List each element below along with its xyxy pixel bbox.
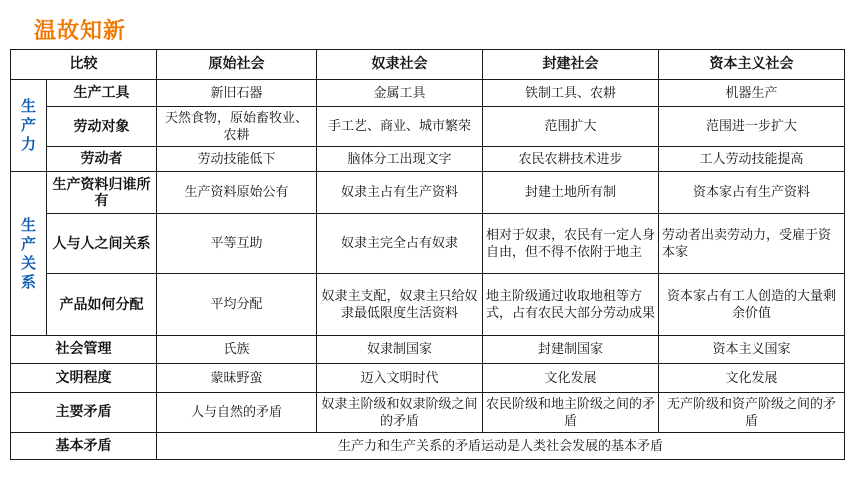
table-row <box>11 364 845 393</box>
table-cell: 范围进一步扩大 <box>659 107 845 147</box>
row-label-social-management: 社会管理 <box>11 336 157 364</box>
basic-contradiction-text: 生产力和生产关系的矛盾运动是人类社会发展的基本矛盾 <box>157 433 845 460</box>
table-row <box>11 80 845 107</box>
header-compare: 比较 <box>11 50 157 80</box>
row-label-basic-contradiction: 基本矛盾 <box>11 433 157 460</box>
table-cell: 奴隶主支配，奴隶主只给奴隶最低限度生活资料 <box>317 274 483 336</box>
table-cell: 机器生产 <box>659 80 845 107</box>
table-row <box>11 336 845 364</box>
header-row <box>11 50 845 80</box>
table-cell: 迈入文明时代 <box>317 364 483 393</box>
table-cell: 人与自然的矛盾 <box>157 393 317 433</box>
table-row <box>11 433 845 460</box>
row-label-ownership: 生产资料归谁所有 <box>47 172 157 214</box>
table-cell: 脑体分工出现文字 <box>317 147 483 172</box>
table-cell: 地主阶级通过收取地租等方式，占有农民大部分劳动成果 <box>483 274 659 336</box>
page-title: 温故知新 <box>34 19 127 44</box>
comparison-table <box>10 49 845 460</box>
table-cell: 奴隶主占有生产资料 <box>317 172 483 214</box>
table-cell: 奴隶主完全占有奴隶 <box>317 214 483 274</box>
table-cell: 天然食物，原始畜牧业、农耕 <box>157 107 317 147</box>
table-row <box>11 214 845 274</box>
table-cell: 劳动技能低下 <box>157 147 317 172</box>
table-cell: 范围扩大 <box>483 107 659 147</box>
table-row <box>11 393 845 433</box>
table-cell: 生产资料原始公有 <box>157 172 317 214</box>
table-cell: 农民农耕技术进步 <box>483 147 659 172</box>
table-cell: 蒙昧野蛮 <box>157 364 317 393</box>
table-cell: 手工艺、商业、城市繁荣 <box>317 107 483 147</box>
table-cell: 劳动者出卖劳动力，受雇于资本家 <box>659 214 845 274</box>
row-label-civilization: 文明程度 <box>11 364 157 393</box>
group-productive-forces: 生 产 力 <box>11 80 47 172</box>
row-label-tools: 生产工具 <box>47 80 157 107</box>
row-label-distribution: 产品如何分配 <box>47 274 157 336</box>
row-label-human-relations: 人与人之间关系 <box>47 214 157 274</box>
table-cell: 平等互助 <box>157 214 317 274</box>
table-cell: 金属工具 <box>317 80 483 107</box>
table-cell: 氏族 <box>157 336 317 364</box>
table-cell: 封建土地所有制 <box>483 172 659 214</box>
table-row <box>11 172 845 214</box>
table-cell: 奴隶制国家 <box>317 336 483 364</box>
table-row <box>11 274 845 336</box>
table-cell: 铁制工具、农耕 <box>483 80 659 107</box>
table-cell: 文化发展 <box>483 364 659 393</box>
row-label-labor-object: 劳动对象 <box>47 107 157 147</box>
table-cell: 无产阶级和资产阶级之间的矛盾 <box>659 393 845 433</box>
row-label-main-contradiction: 主要矛盾 <box>11 393 157 433</box>
row-label-laborer: 劳动者 <box>47 147 157 172</box>
table-cell: 新旧石器 <box>157 80 317 107</box>
table-cell: 农民阶级和地主阶级之间的矛盾 <box>483 393 659 433</box>
header-feudal-society: 封建社会 <box>483 50 659 80</box>
header-capitalist-society: 资本主义社会 <box>659 50 845 80</box>
table-cell: 资本家占有生产资料 <box>659 172 845 214</box>
table-cell: 工人劳动技能提高 <box>659 147 845 172</box>
table-cell: 资本家占有工人创造的大量剩余价值 <box>659 274 845 336</box>
table-cell: 资本主义国家 <box>659 336 845 364</box>
group-relations-of-production: 生 产 关 系 <box>11 172 47 336</box>
header-slave-society: 奴隶社会 <box>317 50 483 80</box>
table-cell: 封建制国家 <box>483 336 659 364</box>
table-cell: 相对于奴隶，农民有一定人身自由，但不得不依附于地主 <box>483 214 659 274</box>
header-primitive-society: 原始社会 <box>157 50 317 80</box>
table-row <box>11 147 845 172</box>
table-cell: 平均分配 <box>157 274 317 336</box>
table-cell: 奴隶主阶级和奴隶阶级之间的矛盾 <box>317 393 483 433</box>
table-row <box>11 107 845 147</box>
table-cell: 文化发展 <box>659 364 845 393</box>
